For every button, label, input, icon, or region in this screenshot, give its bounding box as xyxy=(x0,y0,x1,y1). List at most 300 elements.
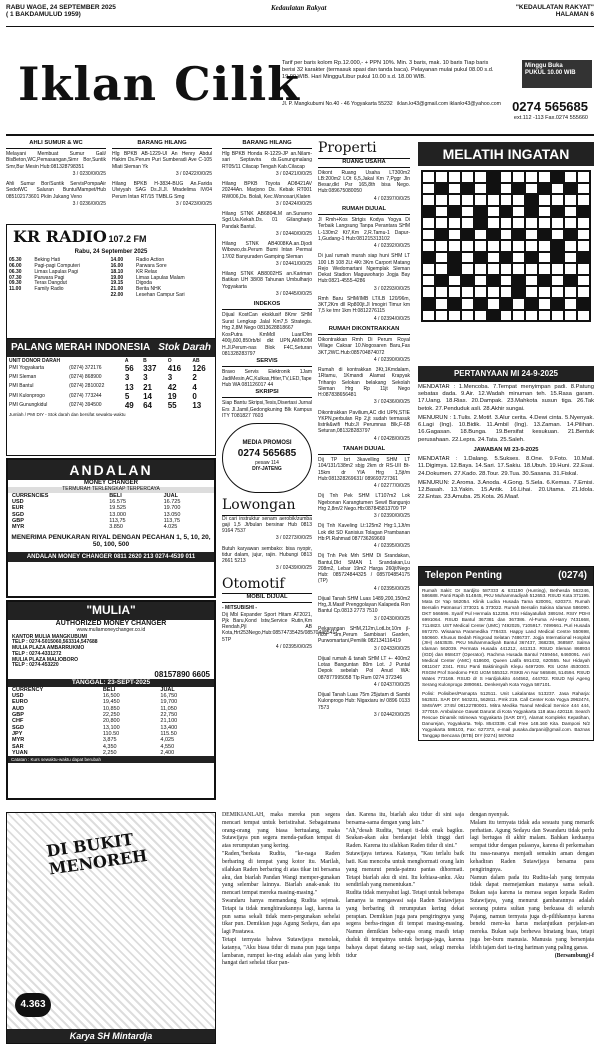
schedule-cell: 19.15 xyxy=(110,280,124,287)
crossword-cell xyxy=(525,217,538,229)
crossword-cell xyxy=(500,310,513,322)
answers-mendatar: MENDATAR : 1.Dalang. 5.Sukses. 8.One. 9.Foto. 10.Mail. 11.Digimya. 12.Baya. 14.Sari. 17.Sakiu. 18.Ubuh. 19.Huni. 22.Esai. 24.Dokumen. 27.Kado. 28.Tour. 29.Tua. 30.Sasana. 31.Fiskal. xyxy=(418,456,594,477)
section-heading: AHLI SUMUR & WC xyxy=(6,140,106,149)
pmi-unit: (0274) 868900 xyxy=(69,374,102,381)
crossword-cell xyxy=(448,252,461,264)
pmi-stock-value: 13 xyxy=(192,401,202,410)
section-heading: SKRIPSI xyxy=(222,389,312,398)
rate-cell: 113,75 xyxy=(109,517,126,524)
crossword-cell xyxy=(461,194,474,206)
rate-cell: EURO xyxy=(12,699,28,706)
schedule-cell: 18.10 xyxy=(110,268,124,275)
pmi-stock-value: 3 xyxy=(167,373,173,383)
crossword-cell xyxy=(551,263,564,275)
crossword-cell xyxy=(525,229,538,241)
rate-cell: SGD xyxy=(12,511,24,518)
crossword-cell xyxy=(577,286,590,298)
rate-cell: 22,750 xyxy=(160,712,178,718)
crossword-cell xyxy=(500,194,513,206)
crossword-cell xyxy=(512,229,525,241)
crossword-cell xyxy=(422,217,435,229)
andalan-money-changer xyxy=(6,458,216,598)
pmi-stock xyxy=(6,338,216,456)
header-page: "KEDAULATAN RAKYAT" HALAMAN 6 xyxy=(515,4,594,19)
section-heading: MOBIL DIJUAL xyxy=(222,594,312,603)
crossword-cell xyxy=(422,263,435,275)
rate-header-cell: CURRENCY xyxy=(12,686,44,693)
rate-cell: CHF xyxy=(12,718,24,725)
rate-header-cell: BELI xyxy=(109,492,122,499)
schedule-cell: Limas Lapulas Pagi xyxy=(34,268,79,275)
crossword-grid xyxy=(421,170,591,322)
ad-text: Rumah di kontrakkan 3Kt,1Kmdalam, 1Rtamu, 1Kmandi Alamat Krapyak Trihanjo Selokan belakang Sekolah Sleman Hrg Rp 11jt Nego H:087838656481 xyxy=(318,367,410,399)
crossword-cell xyxy=(487,240,500,252)
crossword-cell xyxy=(551,286,564,298)
rate-cell: 3,875 xyxy=(102,737,117,744)
pmi-stock-value: 64 xyxy=(143,401,153,410)
schedule-cell: Radio Action xyxy=(136,257,165,264)
crossword-cell xyxy=(538,252,551,264)
crossword-cell xyxy=(525,275,538,287)
crossword-cell xyxy=(538,275,551,287)
crossword-cell xyxy=(538,194,551,206)
crossword-cell xyxy=(551,240,564,252)
rate-cell: 16,750 xyxy=(160,693,178,700)
kr-radio-freq: 107.2 FM xyxy=(108,234,147,244)
crossword-cell xyxy=(448,229,461,241)
crossword-cell xyxy=(538,206,551,218)
schedule-cell: Pagi-pagi Computeri xyxy=(34,263,80,270)
pmi-stock-value: 416 xyxy=(167,364,182,374)
crossword-cell xyxy=(551,252,564,264)
pmi-stock-value: 3 xyxy=(124,373,130,383)
crossword-cell xyxy=(500,275,513,287)
ad-code: 3 / 02423/0/0/25 xyxy=(175,200,212,207)
rate-cell: 2,400 xyxy=(160,749,175,756)
crossword-cell xyxy=(512,206,525,218)
crossword-cell xyxy=(487,298,500,310)
ad-code: 3 / 02445/0/0/25 xyxy=(275,290,312,297)
ad-text: Dijual Tanah SHM Luas 1489,200,150m2 Hrg,Jl.Masif Prenggolayan Kalapeda Ron Bantul Cp.0813 2773 7510 xyxy=(318,595,410,615)
crossword-cell xyxy=(500,183,513,195)
ad-code: 3 / 02440/0/0/25 xyxy=(275,230,312,237)
schedule-cell: Lesehan Campur Sari xyxy=(136,291,185,298)
col3-ads xyxy=(222,140,338,654)
schedule-cell: 06.00 xyxy=(9,263,22,270)
ad-code: 3 / 02273/0/0/25 xyxy=(275,535,312,542)
crossword-cell xyxy=(448,310,461,322)
crossword-cell xyxy=(435,240,448,252)
rate-cell: 16,500 xyxy=(102,693,120,700)
clues-mendatar: MENDATAR : 1.Mencoba. 7.Tempat menyimpan padi. 8.Patung sebatas dada. 9.Air. 12.Wadah minuman teh. 15.Rasa garam. 17.Uang. 18.Rias. 20.Dampak. 23.Mahkota susun tiga. 26.Tak betok. 27.Penduduk asli. 28.Akhir sungai. xyxy=(418,384,594,412)
crossword-cell xyxy=(487,229,500,241)
pmi-stock-value: 0 xyxy=(192,391,197,401)
rate-cell: 113,75 xyxy=(163,517,181,524)
crossword-cell xyxy=(474,171,487,183)
rate-cell: 4,025 xyxy=(160,737,175,744)
crossword-cell xyxy=(448,286,461,298)
crossword-cell xyxy=(512,171,525,183)
crossword-cell xyxy=(461,229,474,241)
ad-code: 4 / 02392/0/0/25 xyxy=(373,243,410,250)
crossword-cell xyxy=(435,252,448,264)
crossword-clues xyxy=(418,366,594,504)
pmi-row xyxy=(7,373,215,382)
crossword-cell xyxy=(448,171,461,183)
crossword-cell xyxy=(422,206,435,218)
section-heading: RUMAH DIKONTRAKKAN xyxy=(318,326,410,335)
crossword-cell xyxy=(538,183,551,195)
pmi-unit: (0274) 2810022 xyxy=(69,383,105,390)
crossword-cell xyxy=(500,252,513,264)
crossword-cell xyxy=(422,310,435,322)
rate-header-cell: BELI xyxy=(102,686,116,693)
pmi-unit: PMI Yogyakarta xyxy=(9,364,45,371)
rate-cell: AUD xyxy=(12,705,24,712)
crossword-cell xyxy=(551,229,564,241)
crossword-cell xyxy=(551,217,564,229)
crossword-cell xyxy=(422,275,435,287)
andalan-title: ANDALAN xyxy=(8,460,214,480)
rate-cell: 4,550 xyxy=(160,743,175,750)
crossword-cell xyxy=(487,275,500,287)
crossword-cell xyxy=(448,275,461,287)
mulia-sub: AUTHORIZED MONEY CHANGER xyxy=(55,619,167,627)
section-heading: BARANG HILANG xyxy=(112,140,212,149)
mulia-money-changer xyxy=(6,600,216,800)
crossword-cell xyxy=(525,183,538,195)
schedule-cell: 16.00 xyxy=(110,263,124,270)
crossword-cell xyxy=(525,286,538,298)
crossword-cell xyxy=(487,183,500,195)
rate-cell: EUR xyxy=(12,505,24,512)
schedule-cell: Berita NHK xyxy=(136,286,162,293)
schedule-cell: Teras Dangdut xyxy=(34,280,67,287)
story-paragraph: "Ah,"desah Rudita, "tetapi ti-dak enak bagiku. Seakan-akan aku berdarajat lebih tinggi dari Raden. Karena itu silahkan Raden tidur di sini." xyxy=(346,827,464,850)
crossword-cell xyxy=(538,171,551,183)
crossword-cell xyxy=(577,263,590,275)
crossword-cell xyxy=(525,310,538,322)
crossword-cell xyxy=(500,217,513,229)
crossword-cell xyxy=(474,183,487,195)
ad-code: 4 / 02395/0/0/25 xyxy=(373,543,410,550)
story-paragraph: Rudita tidak menyahut lagi. Tetapi untuk beberapa lamanya ia mengawasi saja Raden Sutawijaya yang berbaring di rerumputan kering dekat perapian. Demikian juga para pengiringnya yang segera berba-ringan di tempat masing-masing. Namun demikian bebe-rapa orang masih tetap duduk di tempatnya untuk berjaga-jaga, karena bahaya dapat datang se-tiap saat, selagi mereka tidur xyxy=(346,890,464,959)
ad-code: 3 / 02293/0/0/25 xyxy=(373,285,410,292)
pmi-stock-value: 21 xyxy=(143,382,153,392)
ad-text: Butuh karyawan sembako: bisa nyopir, tidur dalam, jujur, rajin. Hubungi 0813 2661 5213 xyxy=(222,545,312,565)
crossword-cell xyxy=(538,240,551,252)
crossword-cell xyxy=(564,240,577,252)
section-heading: BARANG HILANG xyxy=(222,140,312,149)
ad-code: 4 / 02394/0/0/25 xyxy=(373,315,410,322)
rate-cell: 20,800 xyxy=(102,718,120,725)
pmi-unit: (0274) 372176 xyxy=(69,364,102,371)
crossword-cell xyxy=(538,286,551,298)
crossword-cell xyxy=(577,206,590,218)
masthead-address: Jl. P. Mangkubumi No.40 - 46 Yogyakarta 55232 iklan.kr43@gmail.com iklankr43@yahoo.com xyxy=(282,101,501,107)
crossword xyxy=(418,142,594,362)
ad-text: Hlg BPKB AB-1229-UI An Henry Abdul Hakim Ds.Perum Puri Sumberadi Ave C-105 Mlati Sleman Yk xyxy=(112,151,212,170)
pmi-unit: PMI Bantul xyxy=(9,383,34,390)
andalan-contact: ANDALAN MONEY CHANGER 0811 2620 213 0274-4539 011 xyxy=(8,552,214,563)
ad-code: 3 / 0236/0/0/25 xyxy=(72,200,106,207)
properti-column xyxy=(318,140,410,722)
crossword-cell xyxy=(538,298,551,310)
crossword-cell xyxy=(487,286,500,298)
crossword-cell xyxy=(551,275,564,287)
crossword-cell xyxy=(461,252,474,264)
crossword-cell xyxy=(487,310,500,322)
otomotif-heading: Otomotif xyxy=(222,576,312,595)
rate-cell: 4.025 xyxy=(163,524,178,531)
crossword-cell xyxy=(512,310,525,322)
pmi-stock-value: 42 xyxy=(167,382,177,392)
pmi-stock-value: 55 xyxy=(167,401,177,410)
crossword-cell xyxy=(512,263,525,275)
crossword-cell xyxy=(474,310,487,322)
ad-text: Di jual rumah murah siap huni SHM LT 100 LB 108 2Lt 4Kt 3Km Carport Matang Rejo Wedomartani Ngemplak Sleman Dekat Stadion Maguwoharjo Jogja Bay Hub:0821-4555-4286 xyxy=(318,253,410,285)
crossword-cell xyxy=(577,171,590,183)
crossword-cell xyxy=(487,217,500,229)
crossword-cell xyxy=(512,183,525,195)
crossword-cell xyxy=(448,298,461,310)
telepon-text-police: Polisi: Polisibes/Pamapta 512511. Unit Lakalantas 513237. Jasa Raharja: 562531. SAR DIY: 563231, 562811. Pmk 219. Call Center Kota Yogya 2962474, SMS/WP: 2745/ 08122780001. Mitra Medika Toanul Medical Service 444 444, 377019. Ambulance Gawat Darurat di Kota Yogyakarta 118 atau 420118. Search Rescue Dinamik Istimewa Yogyakarta (SAR DIY), Alamat Kompleks Kepatihan, Danurejan, Yogyakarta. Telp. 8543339. Call Free 148.160 Kita. Damponi N/2 Yogyakarta 586103, Fax: 627373, e-mail pusaka.darpani@gmail.com. Baznas Tanggap Bencana (BTB) DIY (0274) 587062 xyxy=(422,691,590,738)
crossword-cell xyxy=(525,194,538,206)
crossword-title: MELATIH INGATAN xyxy=(418,142,594,166)
comic-panel xyxy=(6,812,216,1044)
pmi-row xyxy=(7,364,215,373)
pmi-unit: (0274) 394500 xyxy=(69,401,102,408)
crossword-cell xyxy=(500,171,513,183)
crossword-cell xyxy=(461,183,474,195)
masthead xyxy=(6,42,594,132)
schedule-cell: 07.30 xyxy=(9,274,22,281)
rate-cell: 19.700 xyxy=(163,505,181,512)
rate-cell: GBP xyxy=(12,517,24,524)
rate-cell: 2,250 xyxy=(102,749,117,756)
ad-text: Hilang STNK AB6804LM an.Sunarno Sgd.Ua.Kekah.Ds. 01 Gilangharjo Pandak Bantul. xyxy=(222,211,312,230)
ad-text: KosPutra KmMdl Luar/Dlm 400j,600,850rb/bl dkt UPN,AMIKOM H.Jl.Perum-nas Blok F4C,Seturan 081328283797 xyxy=(222,332,312,357)
pmi-stock-value: 126 xyxy=(192,364,206,374)
ad-code: 4 / 02277/0/0/25 xyxy=(373,483,410,490)
pmi-table: UNIT DONOR DARAH A B O AB PMI Yogyakarta (0274) 372176 56 337 416 126 PMI Sleman (0274) 868900 3 3 3 2 PMI Bantul (0274) 2810022 13 21 42 4 PMI Kulonprogo (0274) 773244 5 14 19 0 PMI Gunungkidul (0274) 394500 49 64 55 13 xyxy=(7,359,215,411)
crossword-cell xyxy=(551,171,564,183)
ad-text: Dijual KostCan eksklusif 8Kmr SHM Surat Lengkap Jalal Km7,5 Strategis. Hrg 2,8M Nego 0813628818667 xyxy=(222,312,312,331)
crossword-cell xyxy=(487,194,500,206)
ad-text: Dikontrakkan Pavilium,AC dkt UPN,STIE YKPN,perbulan Rp 2,jt sudah termasuk listrik&wifi Hub:Jl Perumnas Blk,F-6B Seturan,081328283797 xyxy=(318,409,410,435)
rate-cell: GBP xyxy=(12,712,24,718)
telepon-text: Rumah Sakit: Dr Sardjito 587333 & 631190 (Hunting), Bethesda 562246, 586688. Panti Rapih 514845, PKU Muhammadiyah 512653. RSUD Kota 371195. Mata Dr Yap 562054. Klinik Ludira Husada Tama 620091, 620373. Rumah Bersalin Patmasuri 373021 & 373022. Rumah Bersalin Sakina Idaman 586090. DKT 566596. Syarif Pul Hermala 512255. RSI Hidayatullah 389194. RSIY PDHI 6991064. RSUD Bantul 367381 dan 367386. Al-Fuma Al-Harry 7431668, 7114823. UST Medical Center (UMC) 7492025, 7105917. 7499661. Puri Husada 867270. Wisaama Paramedika 778433. Happy Land Medical Centre 550698, 550660. Khusus Bedah Ringroad Selatan 7486737. Jogja International Hospital (JIH) 4463535. PKU Muhammadiyah Bantul 367437, 368238, 368587. Salma Idaman 562039. Permata Husada 441212, 441313. RSUD Sleman 868934 (IGD) dan 868437 (Operator). Rachma Husada Bantul 7459464, 6460091. Asri Medical Center (AMC) 618600, Queen Latifa 691432, 620555. Nur Hidayah 0811047 2341. RSU Panti Baktiningsih Klepu 6497209. RS UGM 4530303. RSGM Prof Soedomo FKG UGM 555312. RSKB An Nur 565848, 514594. RSUD Wates 773169. RSUD dr S Hardjolukito 444562, 444702. RSUD Nyi Ageng Serang Kulonprogo 2890661. Denkesyah Kota Yogya 587101. xyxy=(422,587,590,687)
crossword-cell xyxy=(500,298,513,310)
crossword-cell xyxy=(577,183,590,195)
clues-menurun: MENURUN : 1.Tulis. 2.Motif. 3.Alur cerita. 4.Dewi cinta. 5.Nyenyak. 6.Lagi (Ing). 10.Bidik. 11.Ambil (Ing). 13.Zaman. 14.Pilihan. 16.Gagasan. 18.Bunga. 19.Bersifat kesukuan. 21.Bentuk perusahaan. 22.Lepra. 24.Tata. 25.Saleh. xyxy=(418,414,594,443)
rate-row xyxy=(8,524,214,530)
pmi-stock-value: 4 xyxy=(192,382,197,392)
masthead-phone: 0274 565685 ext.112 -113 Fax.0274 555660 xyxy=(512,99,588,121)
pmi-stock-value: 337 xyxy=(143,364,157,374)
story-paragraph: Malam itu ternyata tidak ada sesuatu yang menarik perhatian. Agung Sedayu dan Swandaru tidak perlu lagi bertugas di akhir malam. Bahkan keduanya sempat tidur dengan pulasnya, karena di perkemahan itu rasa-rasanya menjadi semakin aman dengan kehadiran Raden Sutawijaya bersama para pengiringnya. xyxy=(470,819,594,873)
ad-code: 3 / 02439/0/0/25 xyxy=(275,565,312,572)
schedule-cell: Parwara Sore xyxy=(136,263,167,270)
schedule-cell: 22.00 xyxy=(110,291,124,298)
crossword-cell xyxy=(500,286,513,298)
crossword-cell xyxy=(474,252,487,264)
pmi-stock-value: 2 xyxy=(192,373,197,383)
crossword-cell xyxy=(577,194,590,206)
andalan-kurs: TERMURAH TERLENGKAP TERPERCAYA xyxy=(8,487,214,493)
schedule-cell: Digoda xyxy=(136,280,152,287)
ad-text: Dij TP brt 3kavelling SHM LT 104/131/138m2 sbjg 2km dr RS-UII Bt-15km dr YIA Hrg 1,5jt/m Hub:081328269631/ 089693727361 xyxy=(318,457,410,482)
crossword-cell xyxy=(474,194,487,206)
crossword-cell xyxy=(525,298,538,310)
crossword-cell xyxy=(577,298,590,310)
crossword-cell xyxy=(461,263,474,275)
ad-text: Rmh Baru SHM/IMB LT/LB 120/96m, 3KT,2Km dll Rp800jt.Jl Imogiri Timur km 7,5 ke tmr 1km H:0812276115 xyxy=(318,295,410,315)
pmi-row xyxy=(7,401,215,410)
col1-ads xyxy=(6,140,106,211)
schedule-cell: 09.30 xyxy=(9,280,22,287)
story-paragraph: DEMIKIANLAH, maka mereka pun segera mencari tempat untuk beristirahat. Sebagaimana orang-orang yang biasa bertualang, maka Sutawijaya pun segera menda-patkan tempat di atas rerumputan yang kering. xyxy=(222,812,340,850)
rate-cell: MYR xyxy=(12,524,25,531)
crossword-cell xyxy=(448,263,461,275)
crossword-cell xyxy=(564,171,577,183)
mulia-title: "MULIA" xyxy=(8,602,214,620)
ad-text: Bravo Servis Elektronik 1Jam JadiMesin,AC,Kulkas,Hiter,TV,LED,Tape Hub WA 081126017 44 xyxy=(222,369,312,388)
crossword-cell xyxy=(538,217,551,229)
schedule-cell: 05.30 xyxy=(9,257,22,264)
schedule-cell: Parwara Pagi xyxy=(34,274,65,281)
ad-text: Hlg BPKB Honda R-1229-JP an.Nilam-sari Septavira ds.Gunungmalang RT05/11 Cilacap Tengah Kab.Cilacap xyxy=(222,151,312,170)
ad-text: Di cari instruktur senam aerobik/zumba gaji 1,5 Jt/bulan bersinar Hub 0813 9164 7537 xyxy=(222,515,312,535)
ad-code: 3 / 02442/0/0/25 xyxy=(373,711,410,718)
crossword-cell xyxy=(512,298,525,310)
schedule-cell: Family Radio xyxy=(34,286,64,293)
crossword-cell xyxy=(551,206,564,218)
crossword-cell xyxy=(448,194,461,206)
rate-cell: 22,250 xyxy=(102,712,120,718)
rate-header-cell: JUAL xyxy=(160,686,175,693)
crossword-cell xyxy=(564,298,577,310)
pmi-stock-value: 19 xyxy=(167,391,177,401)
crossword-cell xyxy=(461,240,474,252)
crossword-cell xyxy=(512,286,525,298)
schedule-cell: 06.30 xyxy=(9,268,22,275)
crossword-cell xyxy=(422,252,435,264)
schedule-cell: KR Relax xyxy=(136,268,158,275)
crossword-cell xyxy=(448,183,461,195)
masthead-title: Iklan Cilik xyxy=(18,57,301,111)
ad-text: Dijual Tanah Luas 75m 25jutam di Sambi Kulonprogo Hub: Nigaxiaru in/ 0896 0133 7573 xyxy=(318,692,410,711)
pmi-stock-value: 56 xyxy=(124,364,134,374)
crossword-cell xyxy=(512,275,525,287)
crossword-cell xyxy=(564,252,577,264)
masthead-rule xyxy=(6,134,594,136)
crossword-cell xyxy=(422,298,435,310)
crossword-cell xyxy=(435,275,448,287)
rate-cell: 4,350 xyxy=(102,743,117,750)
pmi-stock-value: 49 xyxy=(124,401,134,410)
crossword-cell xyxy=(500,240,513,252)
crossword-cell xyxy=(448,240,461,252)
crossword-cell xyxy=(512,240,525,252)
ad-code: 3 / 02433/0/0/25 xyxy=(373,645,410,652)
crossword-cell xyxy=(422,240,435,252)
story-continued: (Bersambung)-f xyxy=(554,952,594,959)
ad-code: 3 / 02424/0/0/25 xyxy=(275,200,312,207)
paper-name: Kedaulatan Rakyat xyxy=(271,4,327,12)
crossword-cell xyxy=(474,275,487,287)
pmi-unit: PMI Sleman xyxy=(9,374,37,381)
properti-heading: Properti xyxy=(318,140,410,159)
crossword-cell xyxy=(487,263,500,275)
crossword-cell xyxy=(577,217,590,229)
crossword-cell xyxy=(564,183,577,195)
rate-cell: SAR xyxy=(12,743,24,750)
crossword-cell xyxy=(474,206,487,218)
ad-code: 3 / 02422/0/0/25 xyxy=(175,170,212,177)
ad-text: Melayani Membuat Sumur Gali/ BisBeton,WC,Pemasangan,Simr Bor,Suntik Smr,Bur Mesin Hub:081328798351 xyxy=(6,151,106,170)
crossword-cell xyxy=(435,229,448,241)
ad-text: Ahli Sumur Bor/Suntik ServisPompaAir SedotWC Saluran Buntu/Mampet/Hub 085102173601 Pkiin Jukang Veno xyxy=(6,181,106,200)
pmi-note: Jumlah / PMI DIY - Stok darah dan bersifat sewaktu-waktu xyxy=(9,412,126,418)
crossword-cell xyxy=(564,286,577,298)
story-paragraph: Namun dalam pada itu Rudita-lah yang ternyata tidak dapat memejamkan matanya sama sekali. Bukan saja karena ia merasa segan kepada Raden Sutawijaya, yang menurut gambarannya adalah seorang putera sultan yang berkuasa di seluruh Pajang, namun ternyata juga di-pilihkannya karena beneki mere-ka harus melanjutkan perjalan-an mereka. Bukan saja berhewa binatang buas, tetapi juga ber-buru manusia. Manusia yang bersenjata lebih tajam dari ta-ring hariman yang paling ganas. xyxy=(470,874,594,951)
crossword-cell xyxy=(500,229,513,241)
ad-code: 3 / 02441/0/0/25 xyxy=(275,260,312,267)
schedule-cell: 11.00 xyxy=(9,286,22,293)
ad-code: 3 / 0230/0/0/25 xyxy=(72,170,106,177)
pmi-stock-value: 3 xyxy=(143,373,148,383)
pmi-stock-value: 14 xyxy=(143,391,153,401)
crossword-cell xyxy=(474,217,487,229)
rate-cell: SGD xyxy=(12,724,24,731)
kr-radio-schedule xyxy=(6,224,216,340)
ad-text: Hilang BPKB Toyota AD8421AV 20244An. Marjono Ds. Kebak RT001 RW006,Ds. Bolali, Kec.Wonosari,Klaten xyxy=(222,181,312,200)
answers-heading: JAWABAN MI 23-9-2025 xyxy=(473,446,539,453)
kr-radio-title: KR RADIO xyxy=(13,227,107,246)
media-promosi-badge: MEDIA PROMOSI 0274 565685 pesaw 114 DIY-JATENG xyxy=(222,423,312,493)
schedule-cell: 14.00 xyxy=(110,257,124,264)
crossword-cell xyxy=(461,171,474,183)
telepon-heading: Telepon Penting (0274) xyxy=(419,567,593,586)
ad-text: Dij Tnh Pek SHM LT107m2 Lok Ngebonan Karangtumen Sewil Bangunjo Hrg 2,8m/2 Nego.Hb:087845813709 TP xyxy=(318,493,410,512)
crossword-cell xyxy=(564,275,577,287)
rate-cell: 13.000 xyxy=(109,511,127,518)
crossword-cell xyxy=(435,183,448,195)
kr-radio-table xyxy=(7,258,215,298)
rate-cell: 13,400 xyxy=(160,724,178,731)
tarif-text: Tarif per baris kolom Rp.12.000,- + PPN 10%. Min. 3 baris, mak. 10 baris Tiap baris berisi 32 karakter (termasuk spasi dan tanda baca). Pelayanan mulai pukul 08.00 s.d. 19.00 WIB. Hari Minggu/Libur pukul 10.00 s.d. 18.00 WIB. xyxy=(282,60,494,80)
ad-code: 3 / 02436/0/0/25 xyxy=(373,399,410,406)
andalan-sub: MONEY CHANGER xyxy=(84,480,138,487)
crossword-cell xyxy=(474,229,487,241)
crossword-cell xyxy=(422,194,435,206)
rate-cell: 11,050 xyxy=(160,705,177,712)
pmi-row xyxy=(7,392,215,401)
pmi-stock-value: 5 xyxy=(124,391,130,401)
crossword-cell xyxy=(435,298,448,310)
crossword-cell xyxy=(474,298,487,310)
story-paragraph: Sutawijaya tertawa. Katanya, "Kau terlalu baik hati. Kau mencoba untuk menghormati orang lain yang menurut penda-patmu pantas dihormati. Tetapi biarlah aku di sini. Itu kebiasa-anku. Aku sendirilah yang menentukan." xyxy=(346,851,464,889)
ad-code: 4 / 02395/0/0/25 xyxy=(275,643,312,650)
schedule-cell xyxy=(32,293,108,299)
mulia-date: TANGGAL: 23-SEPT-2025 xyxy=(8,679,214,686)
mulia-web: www.muliamoneychanger.co.id xyxy=(76,626,146,633)
crossword-cell xyxy=(525,240,538,252)
ad-code: 3 / 02430/0/0/25 xyxy=(373,615,410,622)
crossword-cell xyxy=(500,206,513,218)
crossword-cell xyxy=(487,206,500,218)
